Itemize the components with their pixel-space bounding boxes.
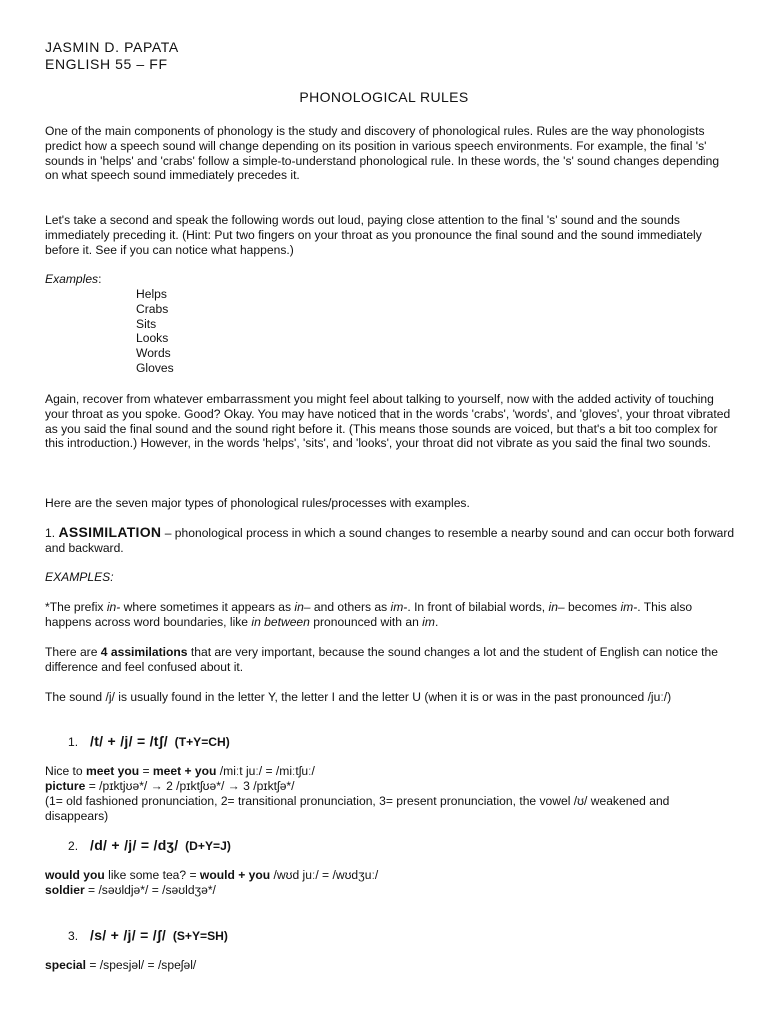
text-run: /wʊd juː/ = /wʊdʒuː/ <box>270 868 379 882</box>
italic-term: im- <box>620 600 638 614</box>
rule-1-heading <box>68 734 230 750</box>
italic-term: im- <box>390 600 408 614</box>
assimilation-term: ASSIMILATION <box>58 524 162 540</box>
rule-note: (D+Y=J) <box>185 839 231 853</box>
list-item: Gloves <box>136 360 174 375</box>
list-item: Sits <box>136 316 157 331</box>
text-run: There are <box>45 645 101 659</box>
rule-3-heading <box>68 928 228 944</box>
text-run: becomes <box>564 600 621 614</box>
bold-term: picture <box>45 779 86 793</box>
rule-1-example-1 <box>45 764 735 779</box>
list-item: Helps <box>136 287 167 301</box>
rule-1-footnote: (1= old fashioned pronunciation, 2= transitional pronunciation, 3= present pronunciation, the vowel /ʊ/ weakened and disappears) <box>45 794 670 823</box>
text-run: that are very important, because the sound changes a lot and the student of English can notice the difference and feel confused about it. <box>45 645 718 674</box>
text-run: where sometimes it appears as <box>120 600 295 614</box>
rule-note: (S+Y=SH) <box>172 929 228 943</box>
bold-term: would + you <box>199 868 271 882</box>
rule-2-example-2 <box>45 883 735 898</box>
rule-2-example-1 <box>45 868 735 883</box>
examples-label-text: Examples <box>45 272 99 286</box>
instruction-paragraph: Let's take a second and speak the following words out loud, paying close attention to the final 's' sound and the sounds immediately preceding it. (Hint: Put two fingers on your throat as you pronounce the final sound and the sound immediately before it. See if you can notice what happens.) <box>45 213 702 257</box>
course-code: ENGLISH 55 – FF <box>45 56 168 72</box>
assimilation-definition <box>45 525 735 556</box>
intro-paragraph: One of the main components of phonology is the study and discovery of phonological rules. Rules are the way phonologists predict how a speech sound will change depending on its position in various speech environments. For example, the final 's' sounds in 'helps' and 'crabs' follow a simple-to-understand phonological rule. In these words, the 's' sound changes depending on what speech sound immediately precedes it. <box>45 124 720 183</box>
text-run: = /səʊldjə*/ = /səʊldʒə*/ <box>84 883 216 897</box>
sound-j-paragraph: The sound /j/ is usually found in the letter Y, the letter I and the letter U (when it is or was in the past pronounced /juː/) <box>45 690 672 704</box>
rule-formula: /t/ + /j/ = /tʃ/ <box>90 733 168 749</box>
definition-text: – phonological process in which a sound changes to resemble a nearby sound and can occur both forward and backward. <box>45 526 735 555</box>
text-run: = /spesjəl/ = /speʃəl/ <box>86 958 197 972</box>
rule-1-example-2 <box>45 779 735 794</box>
section-number: 1. <box>45 526 59 540</box>
examples-label <box>45 272 735 287</box>
text-run: . This also happens across word boundaries, like <box>45 600 693 629</box>
italic-term: im <box>422 614 435 629</box>
bold-term: 4 assimilations <box>100 645 188 659</box>
examples-label-colon: : <box>98 272 102 286</box>
four-assimilations-paragraph <box>45 645 735 675</box>
text-run: pronounced with an <box>309 614 423 629</box>
list-item: Crabs <box>136 301 169 316</box>
bold-term: meet you <box>86 764 140 778</box>
text-run: /miːt juː/ = /miːtʃuː/ <box>216 764 315 778</box>
rule-3-example-1 <box>45 958 735 973</box>
text-run: *The prefix <box>45 600 107 614</box>
rule-number: 1. <box>68 735 79 749</box>
example-word-list <box>136 287 174 376</box>
italic-term: in– <box>294 600 311 614</box>
bold-term: soldier <box>45 883 85 897</box>
bold-term: would you <box>45 868 105 882</box>
author-name: JASMIN D. PAPATA <box>45 39 179 55</box>
rules-intro-paragraph: Here are the seven major types of phonological rules/processes with examples. <box>45 496 470 510</box>
list-item: Looks <box>136 331 169 346</box>
text-run: = /pɪktjʊə*/ → 2 /pɪktʃʊə*/ → 3 /pɪktʃə*/ <box>85 779 295 793</box>
italic-term: in between <box>251 614 310 629</box>
rule-2-heading <box>68 838 231 854</box>
bold-term: meet + you <box>152 764 217 778</box>
rule-number: 3. <box>68 929 79 943</box>
rule-note: (T+Y=CH) <box>174 735 230 749</box>
explanation-paragraph: Again, recover from whatever embarrassment you might feel about talking to yourself, now with the added activity of touching your throat as you spoke. Good? Okay. You may have noticed that in the words 'crabs', 'words', and 'gloves', your throat vibrated as you said the final sound and the sound right before it. (This means those sounds are voiced, but that's a bit too complex for this introduction.) However, in the words 'helps', 'sits', and 'looks', your throat did not vibrate as you said the final two sounds. <box>45 392 731 451</box>
list-item: Words <box>136 346 171 361</box>
text-run: Nice to <box>45 764 86 778</box>
italic-term: in– <box>548 600 565 614</box>
italic-term: in- <box>106 600 121 614</box>
bold-term: special <box>45 958 87 972</box>
text-run: . <box>434 614 439 629</box>
text-run: = <box>139 764 153 778</box>
rule-number: 2. <box>68 839 79 853</box>
text-run: and others as <box>310 600 391 614</box>
text-run: . In front of bilabial words, <box>407 600 549 614</box>
text-run: like some tea? = <box>104 868 200 882</box>
prefix-example-paragraph <box>45 600 735 630</box>
rule-formula: /d/ + /j/ = /dʒ/ <box>90 837 179 853</box>
page-title: PHONOLOGICAL RULES <box>299 89 469 105</box>
assimilation-examples-label: EXAMPLES: <box>45 570 114 584</box>
rule-formula: /s/ + /j/ = /ʃ/ <box>90 927 167 943</box>
